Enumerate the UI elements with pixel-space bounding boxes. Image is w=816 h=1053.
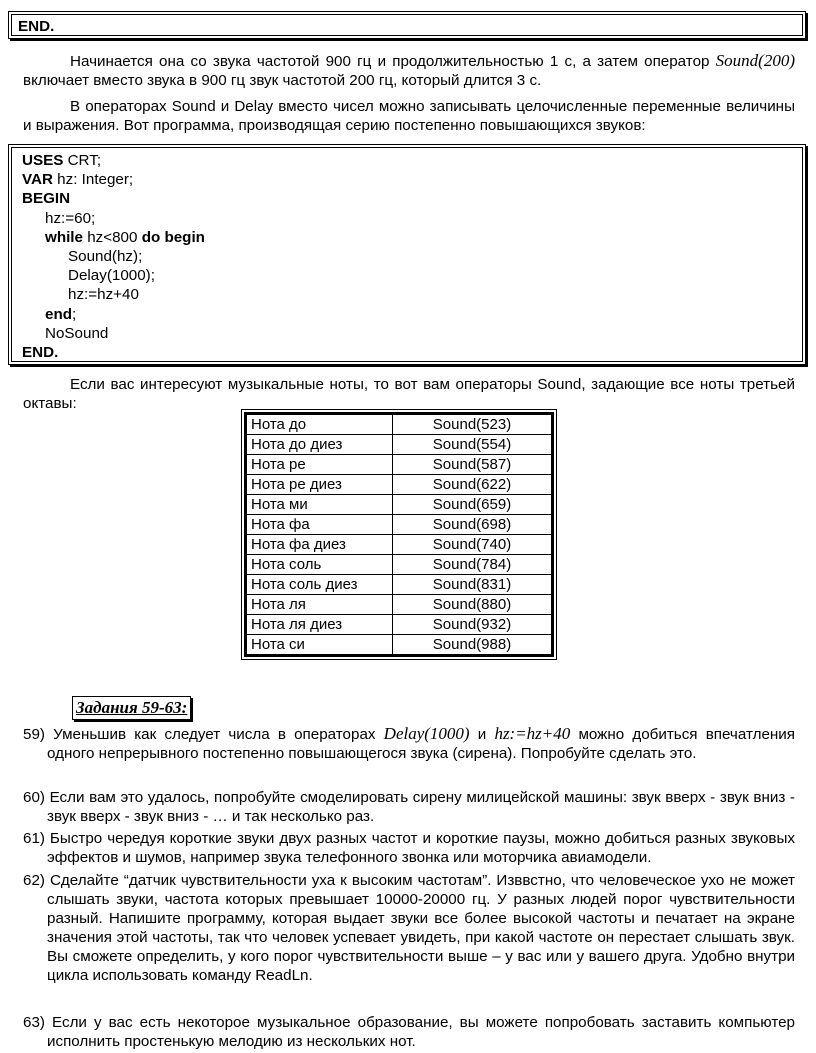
note-name-cell: Нота ре [246,455,393,475]
note-sound-cell: Sound(523) [393,414,553,435]
code-line: BEGIN [22,190,71,208]
table-row [246,475,553,495]
note-name-cell: Нота ре диез [246,475,393,495]
note-sound-cell: Sound(932) [393,615,553,635]
code-line: Sound(hz); [68,247,143,265]
note-sound-cell: Sound(988) [393,635,553,656]
note-name-cell: Нота ля диез [246,615,393,635]
task-61: 61) Быстро чередуя короткие звуки двух разных частот и короткие паузы, можно добиться разных звуковых эффектов и шумов, например звука телефонного звонка или моторчика авиамодели. [23,830,795,866]
inline-code-sound200: Sound(200) [715,51,795,70]
task-63: 63) Если у вас есть некоторое музыкальное образование, вы можете попробовать заставить компьютер исполнить простенькую мелодию из нескольких нот. [23,1014,795,1050]
para1-text-2: включает вместо звука в 900 гц звук частотой 200 гц, который длится 3 с. [23,72,542,89]
code-line: hz:=60; [45,209,96,227]
note-sound-cell: Sound(698) [393,515,553,535]
note-name-cell: Нота ля [246,595,393,615]
table-row [246,555,553,575]
table-row [246,455,553,475]
table-row [246,414,553,435]
note-sound-cell: Sound(831) [393,575,553,595]
code-line: Delay(1000); [68,267,155,285]
code-box-program [8,144,806,365]
note-sound-cell: Sound(784) [393,555,553,575]
task-60: 60) Если вам это удалось, попробуйте смоделировать сирену милицейской машины: звук вверх - звук вниз - звук вверх - звук вниз - … и так несколько раз. [23,789,795,825]
note-sound-cell: Sound(622) [393,475,553,495]
note-sound-cell: Sound(554) [393,435,553,455]
code-line: hz:=hz+40 [68,286,139,304]
para1-text-1: Начинается она со звука частотой 900 гц и продолжительностью 1 с, а затем оператор [70,53,716,70]
code-box-top [8,11,806,39]
note-name-cell: Нота си [246,635,393,656]
notes-table [244,412,554,657]
code-line: NoSound [45,324,109,342]
note-sound-cell: Sound(740) [393,535,553,555]
table-row [246,535,553,555]
task-59: 59) Уменьшив как следует числа в операторах Delay(1000) и hz:=hz+40 можно добиться впечатления одного непрерывного постепенно повышающегося звука (сирена). Попробуйте сделать это. [23,724,795,762]
tasks-heading: Задания 59-63: [72,696,191,720]
table-row [246,575,553,595]
table-row [246,615,553,635]
table-row [246,635,553,656]
note-name-cell: Нота ми [246,495,393,515]
task-62: 62) Сделайте “датчик чувствительности уха к высоким частотам”. Изввстно, что человеческое ухо не может слышать звуки, частота которых превышает 10000-20000 гц. У разных людей порог чувствительности разный. Напишите программу, которая выдает звуки все более высокой частоты и печатает на экране значения этой частоты, так что человек успевает увидеть, при какой частоте он перестает слышать звук. Вы сможете определить, у кого порог чувствительности выше – у вас или у вашего друга. Удобно внутри цикла использовать команду ReadLn. [23,872,795,984]
table-row [246,595,553,615]
note-sound-cell: Sound(659) [393,495,553,515]
code-line: while hz<800 do begin [45,228,205,246]
code-line: USES CRT; [22,152,102,169]
note-name-cell: Нота до диез [246,435,393,455]
code-line: VAR hz: Integer; [22,171,134,189]
note-name-cell: Нота соль [246,555,393,575]
paragraph-intro [23,51,795,90]
code-end-line: END. [18,18,55,35]
code-line: end; [45,305,77,323]
table-row [246,495,553,515]
note-sound-cell: Sound(880) [393,595,553,615]
note-name-cell: Нота соль диез [246,575,393,595]
paragraph-variables: В операторах Sound и Delay вместо чисел можно записывать целочисленные переменные величины и выражения. Вот программа, производящая серию постепенно повышающихся звуков: [23,98,795,134]
note-name-cell: Нота фа [246,515,393,535]
paragraph-notes-intro: Если вас интересуют музыкальные ноты, то вот вам операторы Sound, задающие все ноты третьей октавы: [23,376,795,412]
note-name-cell: Нота фа диез [246,535,393,555]
note-sound-cell: Sound(587) [393,455,553,475]
table-row [246,515,553,535]
note-name-cell: Нота до [246,414,393,435]
table-row [246,435,553,455]
code-line: END. [22,343,59,361]
